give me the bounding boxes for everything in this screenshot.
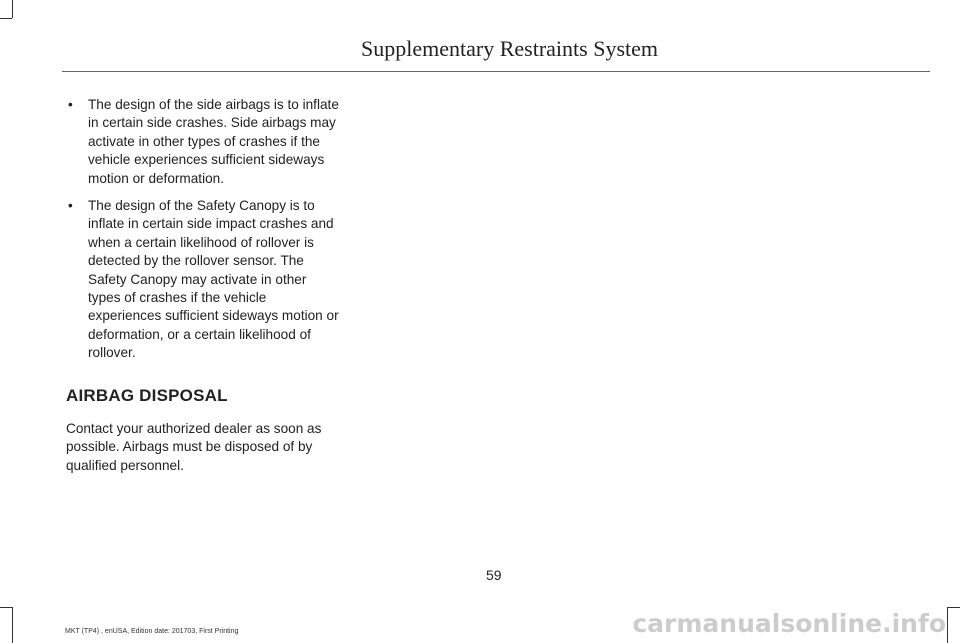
page-title: Supplementary Restraints System (361, 36, 658, 61)
bullet-mark: • (68, 198, 73, 214)
crop-mark (12, 0, 13, 18)
section-heading: AIRBAG DISPOSAL (66, 385, 228, 405)
header-divider (62, 71, 930, 72)
crop-mark (948, 607, 960, 608)
list-item (66, 96, 342, 188)
watermark-logo: carmanualsonline.info (632, 609, 946, 638)
crop-mark (947, 607, 948, 643)
content-column (66, 96, 342, 475)
bullet-text: The design of the Safety Canopy is to inflate in certain side impact crashes and when a certain likelihood of rollover is detected by the rollover sensor. The Safety Canopy may activate in other types of crashes if the vehicle experiences sufficient sideways motion or deformation, or a certain likelihood of rollover. (88, 198, 339, 361)
crop-mark (0, 607, 12, 608)
edition-footer: MKT (TP4) , enUSA, Edition date: 201703, First Printing (65, 628, 239, 635)
crop-mark (0, 18, 12, 19)
bullet-list (66, 96, 342, 363)
bullet-text: The design of the side airbags is to inflate in certain side crashes. Side airbags may activate in other types of crashes if the vehicle experiences sufficient sideways motion or deformation. (88, 97, 339, 186)
page-number: 59 (486, 567, 502, 583)
crop-mark (12, 607, 13, 643)
section-body: Contact your authorized dealer as soon as possible. Airbags must be disposed of by qualified personnel. (66, 420, 322, 473)
bullet-mark: • (68, 97, 73, 112)
list-item (66, 197, 342, 363)
